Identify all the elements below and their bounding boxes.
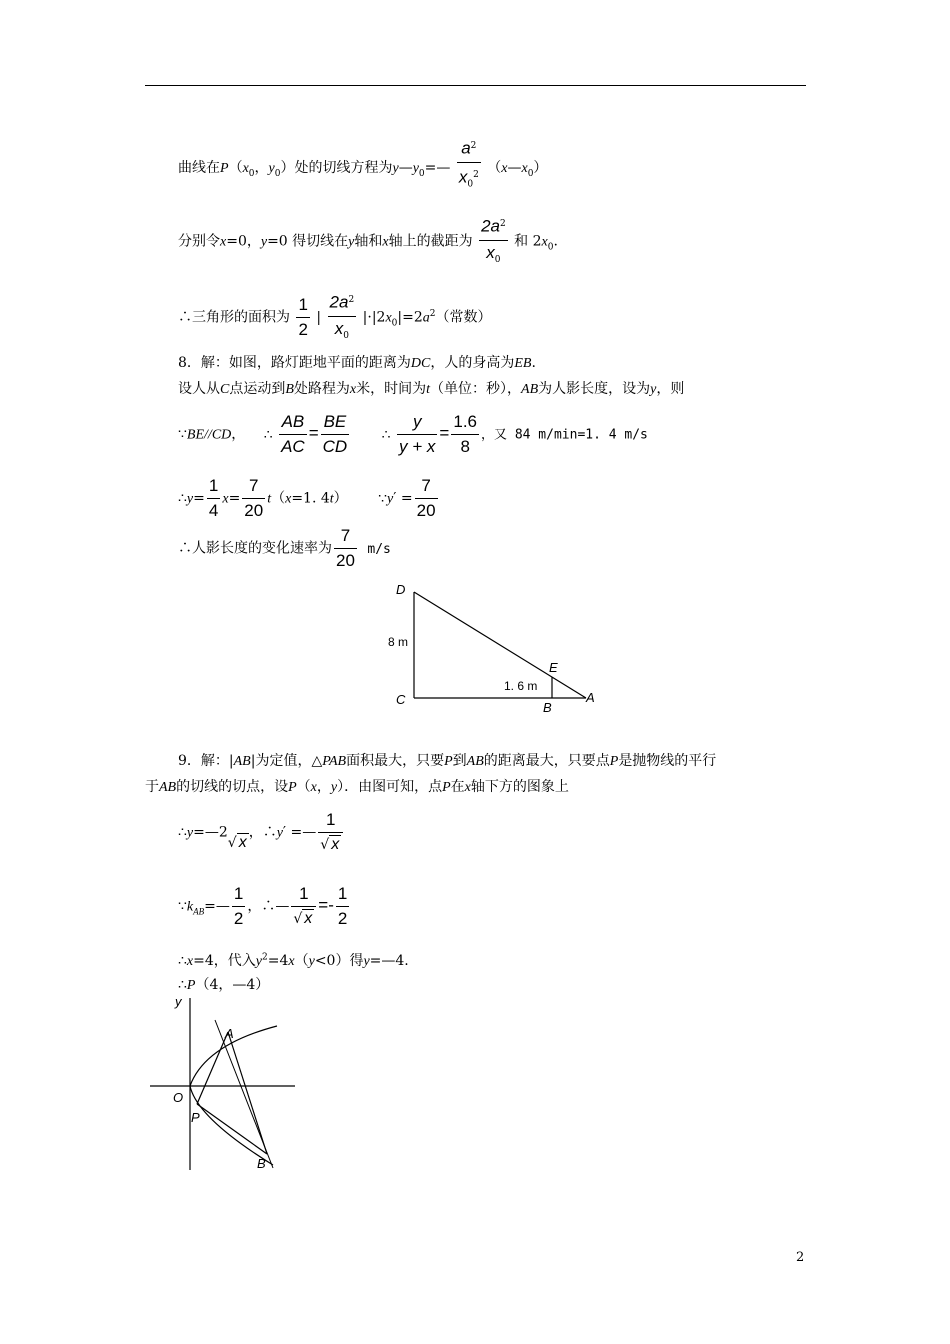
numerator: AB [279,410,307,435]
text: ， [231,426,246,443]
text: （4，—4） [195,977,270,993]
text: （ [228,160,243,177]
text: ∵ [178,898,187,915]
var: P [444,754,453,769]
numerator: 7 [415,474,438,499]
denominator: CD [322,437,348,456]
denominator: 2 [298,320,308,340]
var: B [285,382,294,397]
var: y [392,161,399,177]
var: x [385,310,392,326]
denominator: AC [281,437,305,456]
var: y [308,954,315,969]
var: t [267,491,272,507]
radicand: x [304,910,313,927]
text: <0）得 [314,953,364,969]
var: x [186,954,194,969]
denominator: x [458,167,468,187]
label-height-8m: 8 m [388,635,409,649]
lamp-shadow-figure [380,578,610,718]
segment-pb [197,1104,267,1154]
fraction [328,288,357,347]
fraction [479,212,508,271]
var: EB [514,356,532,371]
text: =—2 [193,824,228,841]
fraction [451,410,479,459]
sqrt: √ x [227,833,247,851]
text: =— [204,898,230,915]
text: = [228,490,241,507]
slope-line [178,882,351,931]
var: DC [410,356,431,371]
text: =4，代入 [193,953,256,969]
fraction [334,524,357,573]
text: 设人从 [178,381,220,397]
var: x [288,954,295,969]
text: ，∴— [247,898,290,915]
text: 处路程为 [293,381,350,397]
var: PAB [322,754,347,769]
var: P [609,754,619,769]
text: =—4. [369,953,409,969]
text: ） [533,160,548,177]
fraction [321,410,350,459]
label-e: E [549,660,558,675]
numerator: 2a [481,216,500,236]
label-d: D [396,582,406,597]
denominator: 20 [416,501,436,520]
parabola-figure [145,990,305,1175]
text: =0 得切线在 [267,233,349,250]
subscript: 0 [343,330,349,341]
var: y [255,954,262,969]
text: 米，时间为 [356,381,427,397]
radicand: x [238,833,247,851]
text: ，人的身高为 [430,355,515,371]
text: ∴ [381,426,391,443]
text: ∴ [178,977,187,993]
segment-ab [228,1032,267,1154]
text: （ [487,160,502,177]
text: 和 2 [514,233,542,250]
var: CD [211,427,232,443]
text: （ [296,779,311,795]
var: P [186,978,196,993]
var: x [501,161,508,177]
var: x [464,780,471,795]
text: ∵ [378,490,388,507]
var: x [382,234,389,250]
var: y [260,234,268,250]
text: ∴人影长度的变化速率为 [178,540,332,557]
fraction [207,474,220,523]
fraction [457,134,481,196]
var: x [222,491,229,507]
var: x [242,161,249,177]
numerator: 1 [291,882,316,907]
text: ∴ [178,953,187,969]
text: 到 [452,753,467,769]
text: 曲线在 [178,160,220,177]
var: a [422,310,430,326]
sqrt: √ x [320,836,340,853]
text: 轴上的截距为 [388,233,473,250]
light-ray-da [414,592,586,698]
problem-8-intro [178,352,536,372]
text: 点运动到 [229,381,286,397]
denominator: x [486,242,495,262]
superscript: 2 [470,141,477,151]
fraction [415,474,438,523]
subscript: 0 [527,168,534,179]
problem-8-setup [178,378,684,398]
text: — [398,160,413,177]
text: ′ = [393,490,413,507]
var: x [541,234,548,250]
text: 于 [145,779,159,795]
label-b: B [257,1156,266,1171]
text: （单位：秒）， [430,381,522,397]
radicand: x [331,836,340,853]
var: x [285,491,292,507]
denominator: 20 [244,501,264,520]
subscript: 0 [547,242,554,253]
numerator: 1 [232,882,245,907]
label-b: B [543,700,552,715]
numerator: 1 [296,293,309,318]
denominator: x [334,318,344,338]
denominator: y + x [399,437,436,456]
label-a: A [225,1026,234,1041]
problem-9-intro [178,750,716,770]
label-a: A [586,690,595,705]
text: ） [333,490,348,507]
var: P [442,780,451,795]
text: 为人影长度，设为 [538,381,651,397]
var: y [650,382,657,397]
var: C [220,382,230,397]
text: 在 [450,779,465,795]
text: =- [318,895,334,915]
sqrt: √ x [293,910,313,927]
text: 是抛物线的平行 [618,753,717,769]
denominator: 2 [337,909,348,928]
subscript: 0 [467,179,474,190]
fraction [397,410,437,459]
text: 8．解：如图，路灯距地平面的距离为 [178,355,411,371]
intercepts-line [178,212,558,271]
label-p: P [191,1110,200,1125]
var: P [288,780,297,795]
text: （常数） [435,309,492,326]
text: （ [294,953,309,969]
text: ，则 [656,381,685,397]
text: 面积最大，只要 [346,753,445,769]
var: y [268,161,275,177]
var: AB [466,754,484,769]
subscript: 0 [391,318,398,329]
text: ， [316,779,331,795]
fraction [242,474,265,523]
subscript: AB [193,906,205,917]
text: 9．解：| [178,753,234,769]
text: ）处的切线方程为 [280,160,393,177]
text: 的切线的切点，设 [176,779,289,795]
text: ，又 84 m/min=1. 4 m/s [481,427,648,443]
label-c: C [396,692,406,707]
numerator: 1.6 [451,410,479,435]
fraction [279,410,307,459]
text: // [204,427,212,443]
numerator: 7 [242,474,265,499]
superscript: 2 [262,952,268,963]
fraction [232,882,245,931]
text: ∵ [178,426,187,443]
area-line [178,288,492,347]
solve-line [178,950,409,970]
text: （ [271,490,286,507]
var: y [276,825,283,841]
numerator: 7 [334,524,357,549]
text: =— [424,160,451,177]
text: |为定值，△ [250,753,323,769]
page-number: 2 [796,1250,805,1265]
text: |·|2 [362,309,386,326]
text: ， [254,160,269,177]
rate-line [178,524,391,573]
problem-9-setup [145,776,569,796]
subscript: 0 [494,254,501,265]
text: ∴ [263,426,273,443]
fraction [296,293,309,342]
var: t [426,382,431,397]
numerator: 1 [207,474,220,499]
text: | [316,309,322,326]
similar-triangles-line [178,410,648,459]
y-function-line [178,474,440,523]
text: =0， [226,233,261,250]
numerator: 1 [336,882,349,907]
text: = [308,423,319,443]
label-o: O [173,1090,184,1105]
subscript: 0 [274,168,281,179]
denominator: 8 [460,437,470,456]
var: x [349,382,357,397]
var: AB [233,754,251,769]
label-y: y [175,994,182,1009]
derivative-line [178,808,345,857]
var: y [363,954,370,969]
superscript: 2 [348,295,355,305]
superscript: 2 [499,219,506,229]
text: 的距离最大，只要点 [483,753,610,769]
numerator: BE [321,410,350,435]
text: 轴和 [354,233,383,250]
tangent-equation-line [178,140,547,196]
text: ）．由图可知，点 [337,779,443,795]
text: ∴ [178,824,187,841]
text: ′ =— [282,824,317,841]
text: m/s [367,541,391,557]
fraction [318,808,343,857]
text: = [193,490,205,507]
superscript: 2 [429,309,436,320]
denominator: 4 [208,501,219,520]
text: =4 [267,953,289,969]
var: y [387,491,394,507]
text: . [531,355,536,371]
var: y [186,825,194,841]
text: . [553,233,558,250]
text: ∴ [178,490,187,507]
text: 分别令 [178,233,220,250]
var: y [348,234,355,250]
var: AB [521,382,539,397]
fraction [291,882,316,931]
subscript: 0 [248,168,255,179]
var: BE [186,427,205,443]
var: t [329,491,334,507]
text: |=2 [397,309,423,326]
text: ，∴ [248,824,277,841]
numerator: 2a [329,292,349,312]
numerator: y [397,410,437,435]
segment-ap [197,1032,228,1104]
var: x [521,161,528,177]
var: x [310,780,317,795]
var: x [220,234,227,250]
label-height-1-6m: 1. 6 m [504,679,538,693]
superscript: 2 [473,169,479,180]
denominator: 2 [233,909,244,928]
var: k [186,899,194,915]
subscript: 0 [418,168,425,179]
var: AB [159,780,177,795]
var: P [220,161,229,177]
numerator: a [461,138,471,158]
text: ∴三角形的面积为 [178,309,290,326]
text: = [439,423,450,443]
var: y [412,161,419,177]
text: =1. 4 [291,490,330,507]
header-rule [145,85,806,86]
numerator: 1 [318,808,343,833]
text: — [507,160,522,177]
fraction [336,882,349,931]
var: y [186,491,194,507]
text: 轴下方的图象上 [470,779,569,795]
denominator: 20 [336,551,355,570]
var: y [330,780,338,795]
